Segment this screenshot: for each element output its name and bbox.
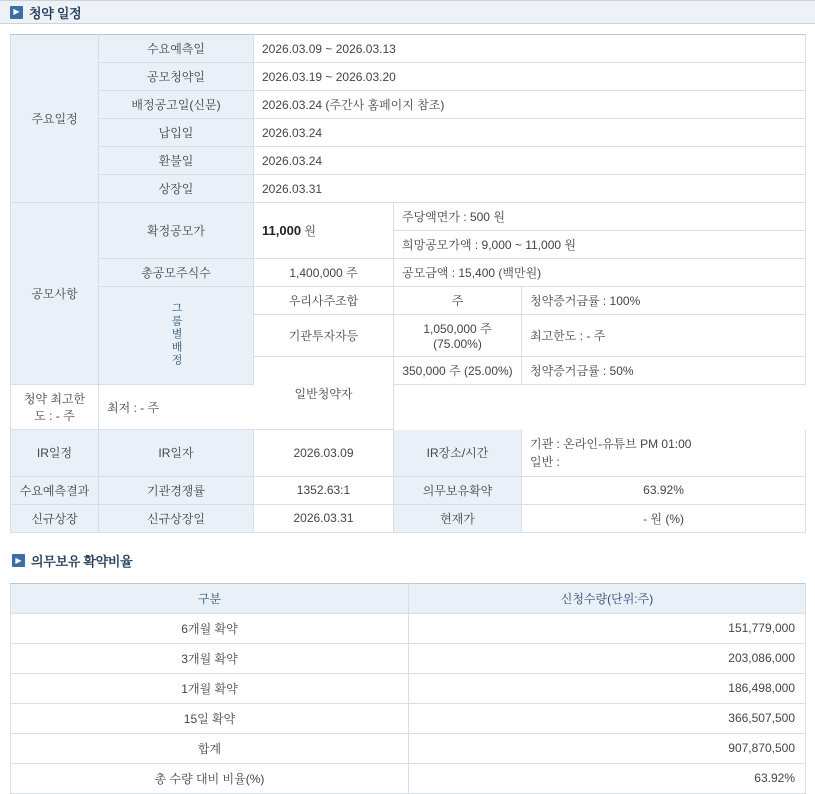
table-row (11, 63, 806, 91)
table-row (11, 119, 806, 147)
row-label-listing-date: 상장일 (99, 175, 254, 203)
alloc-name-general: 일반청약자 (254, 357, 394, 430)
row-label-ir-schedule: IR일정 (11, 430, 99, 477)
row-label-demand-result: 수요예측결과 (11, 476, 99, 504)
row-label-competition-ratio: 기관경쟁률 (99, 476, 254, 504)
row-label-new-listing-date: 신규상장일 (99, 504, 254, 532)
row-label-final-price: 확정공모가 (99, 203, 254, 259)
lockup-value-ratio: 63.92% (409, 763, 806, 793)
row-value-total-shares: 1,400,000 주 (254, 259, 394, 287)
row-label-total-shares: 총공모주식수 (99, 259, 254, 287)
row-label-payment-date: 납입일 (99, 119, 254, 147)
row-label-new-listing: 신규상장 (11, 504, 99, 532)
row-value-final-price (254, 203, 394, 259)
alloc-name-esop: 우리사주조합 (254, 287, 394, 315)
row-value-new-listing-date: 2026.03.31 (254, 504, 394, 532)
table-row (11, 504, 806, 532)
par-value-note: 주당액면가 : 500 원 (394, 203, 806, 231)
col-header-category: 구분 (11, 583, 409, 613)
price-band-note: 희망공모가액 : 9,000 ~ 11,000 원 (394, 231, 806, 259)
alloc-qty-esop: 주 (394, 287, 522, 315)
row-label-ir-place: IR장소/시간 (394, 430, 522, 477)
row-label-allocation-notice: 배정공고일(신문) (99, 91, 254, 119)
alloc-qty-general-limit: 청약 최고한도 : - 주 (11, 385, 99, 430)
table-row (11, 613, 806, 643)
lockup-label-total: 합계 (11, 733, 409, 763)
triangle-right-icon: ▶ (12, 554, 25, 567)
row-value-ir-place (522, 430, 806, 477)
table-row (11, 175, 806, 203)
row-value-allocation-notice: 2026.03.24 (주간사 홈페이지 참조) (254, 91, 806, 119)
alloc-name-institution: 기관투자자등 (254, 315, 394, 357)
lockup-label-1m: 1개월 확약 (11, 673, 409, 703)
page-title: 청약 일정 (29, 5, 82, 21)
lockup-label-6m: 6개월 확약 (11, 613, 409, 643)
lockup-table-wrap (0, 575, 815, 794)
table-row (11, 35, 806, 63)
schedule-table-wrap (0, 24, 815, 533)
triangle-right-icon: ▶ (10, 6, 23, 19)
group-label-offering: 공모사항 (11, 203, 99, 385)
table-row (11, 703, 806, 733)
row-value-ir-date: 2026.03.09 (254, 430, 394, 477)
final-price-unit: 원 (304, 224, 316, 238)
lockup-value-total: 907,870,500 (409, 733, 806, 763)
lockup-value-3m: 203,086,000 (409, 643, 806, 673)
table-header-row (11, 583, 806, 613)
section-header-schedule (0, 0, 815, 24)
row-value-listing-date: 2026.03.31 (254, 175, 806, 203)
row-value-refund-date: 2026.03.24 (254, 147, 806, 175)
group-label-main-schedule: 주요일정 (11, 35, 99, 203)
row-label-subscription-date: 공모청약일 (99, 63, 254, 91)
offer-amount-note: 공모금액 : 15,400 (백만원) (394, 259, 806, 287)
lockup-value-15d: 366,507,500 (409, 703, 806, 733)
table-row (11, 763, 806, 793)
table-row (11, 203, 806, 231)
ir-place-line2: 일반 : (530, 454, 560, 469)
alloc-note-general: 청약증거금률 : 50% (522, 357, 806, 385)
lockup-value-1m: 186,498,000 (409, 673, 806, 703)
alloc-qty-institution: 1,050,000 주 (75.00%) (394, 315, 522, 357)
row-value-lockup-commit: 63.92% (522, 476, 806, 504)
lockup-label-3m: 3개월 확약 (11, 643, 409, 673)
lockup-title: 의무보유 확약비율 (31, 554, 133, 569)
alloc-note-general-min: 최저 : - 주 (99, 385, 394, 430)
table-row (11, 476, 806, 504)
row-value-payment-date: 2026.03.24 (254, 119, 806, 147)
table-row (11, 259, 806, 287)
lockup-value-6m: 151,779,000 (409, 613, 806, 643)
row-label-ir-date: IR일자 (99, 430, 254, 477)
row-value-current-price: - 원 (%) (522, 504, 806, 532)
final-price-number: 11,000 (262, 223, 302, 238)
row-value-subscription-date: 2026.03.19 ~ 2026.03.20 (254, 63, 806, 91)
alloc-note-institution: 최고한도 : - 주 (522, 315, 806, 357)
lockup-label-ratio: 총 수량 대비 비율(%) (11, 763, 409, 793)
table-row (11, 91, 806, 119)
alloc-note-esop: 청약증거금률 : 100% (522, 287, 806, 315)
ir-place-line1: 기관 : 온라인-유튜브 PM 01:00 (530, 436, 692, 451)
row-label-demand-date: 수요예측일 (99, 35, 254, 63)
row-label-refund-date: 환불일 (99, 147, 254, 175)
table-row (11, 385, 806, 430)
table-row (11, 643, 806, 673)
lockup-label-15d: 15일 확약 (11, 703, 409, 733)
row-label-allocation-group: 그룹별배정 (99, 287, 254, 385)
table-row (11, 673, 806, 703)
table-row (11, 147, 806, 175)
table-row (11, 287, 806, 315)
lockup-table (10, 583, 806, 794)
row-value-competition-ratio: 1352.63:1 (254, 476, 394, 504)
schedule-table (10, 34, 806, 533)
section-header-lockup (0, 547, 815, 575)
table-row (11, 430, 806, 477)
row-value-demand-date: 2026.03.09 ~ 2026.03.13 (254, 35, 806, 63)
alloc-qty-general: 350,000 주 (25.00%) (394, 357, 522, 385)
col-header-quantity: 신청수량(단위:주) (409, 583, 806, 613)
row-label-current-price: 현재가 (394, 504, 522, 532)
row-label-lockup-commit: 의무보유확약 (394, 476, 522, 504)
